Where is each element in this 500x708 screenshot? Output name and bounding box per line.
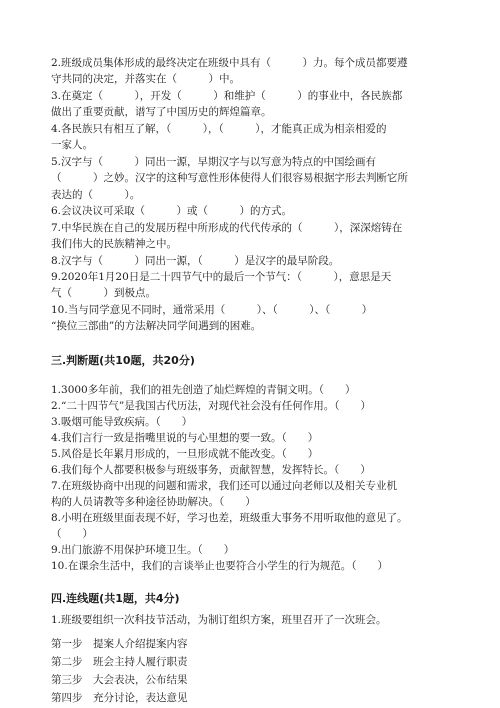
judgment-line: 4.我们言行一致是指嘴里说的与心里想的要一致。（ ） bbox=[51, 432, 319, 444]
fill-blank-line: 10.当与同学意见不同时，通常采用（ ）、（ ）、（ ） bbox=[51, 304, 373, 316]
fill-blank-line: “换位三部曲”的方法解决同学间遇到的困难。 bbox=[51, 320, 262, 332]
fill-blank-line: （ ）之妙。汉字的这种写意性形体使得人们很容易根据字形去判断它所 bbox=[51, 172, 408, 184]
fill-blank-line: 6.会议决议可采取（ ）或（ ）的方式。 bbox=[51, 205, 293, 217]
judgment-line: 10.在课余生活中，我们的言谈举止也要符合小学生的行为规范。（ ） bbox=[51, 560, 388, 572]
matching-step: 第二步 班会主持人履行职责 bbox=[51, 656, 188, 668]
fill-blank-line: 8.汉字与（ ）同出一源，（ ）是汉字的最早阶段。 bbox=[51, 255, 340, 267]
fill-blank-line: 9.2020年1月20日是二十四节气中的最后一个节气：（ ），意思是天 bbox=[51, 271, 392, 283]
judgment-line: 8.小明在班级里面表现不好，学习也差，班级重大事务不用听取他的意见了。 bbox=[51, 512, 408, 524]
judgment-line: 1.3000多年前，我们的祖先创造了灿烂辉煌的青铜文明。（ ） bbox=[51, 384, 356, 396]
fill-blank-line: 7.中华民族在自己的发展历程中所形成的代代传承的（ ），深深熔铸在 bbox=[51, 222, 403, 234]
fill-blank-line: 气（ ）到极点。 bbox=[51, 287, 156, 299]
fill-blank-line: 3.在奠定（ ），开发（ ）和维护（ ）的事业中，各民族都 bbox=[51, 90, 403, 102]
section-heading: 三.判断题(共10题，共20分) bbox=[51, 354, 195, 367]
fill-blank-line: 守共同的决定，并落实在（ ）中。 bbox=[51, 73, 240, 85]
judgment-line: 2.“二十四节气”是我国古代历法，对现代社会没有任何作用。（ ） bbox=[51, 400, 372, 412]
judgment-line: 6.我们每个人都要积极参与班级事务，贡献智慧，发挥特长。（ ） bbox=[51, 464, 371, 476]
fill-blank-line: 2.班级成员集体形成的最终决定在班级中具有（ ）力。每个成员都要遵 bbox=[51, 57, 408, 69]
matching-step: 第一步 提案人介绍提案内容 bbox=[51, 638, 188, 650]
fill-blank-line: 做出了重要贡献，谱写了中国历史的辉煌篇章。 bbox=[51, 106, 272, 118]
judgment-line: 9.出门旅游不用保护环境卫生。（ ） bbox=[51, 544, 235, 556]
judgment-line: 5.风俗是长年累月形成的，一旦形成就不能改变。（ ） bbox=[51, 448, 319, 460]
fill-blank-line: 5.汉字与（ ）同出一源，早期汉字与以写意为特点的中国绘画有 bbox=[51, 156, 377, 168]
section-heading: 四.连线题(共1题，共4分) bbox=[51, 592, 180, 605]
fill-blank-line: 4.各民族只有相互了解，（ ），（ ），才能真正成为相亲相爱的 bbox=[51, 123, 387, 135]
matching-question: 1.班级要组织一次科技节活动，为制订组织方案，班里召开了一次班会。 bbox=[51, 614, 387, 626]
matching-step: 第三步 大会表决，公布结果 bbox=[51, 674, 188, 686]
fill-blank-line: 表达的（ ）。 bbox=[51, 189, 141, 201]
fill-blank-line: 一家人。 bbox=[51, 139, 93, 151]
judgment-line: 7.在班级协商中出现的问题和需求，我们还可以通过向老师以及相关专业机 bbox=[51, 480, 398, 492]
matching-step: 第四步 充分讨论，表达意见 bbox=[51, 692, 188, 704]
fill-blank-line: 我们伟大的民族精神之中。 bbox=[51, 238, 177, 250]
judgment-line: 3.吸烟可能导致疾病。（ ） bbox=[51, 416, 193, 428]
judgment-line: （ ） bbox=[51, 528, 93, 540]
judgment-line: 构的人员请教等多种途径协助解决。（ ） bbox=[51, 496, 256, 508]
